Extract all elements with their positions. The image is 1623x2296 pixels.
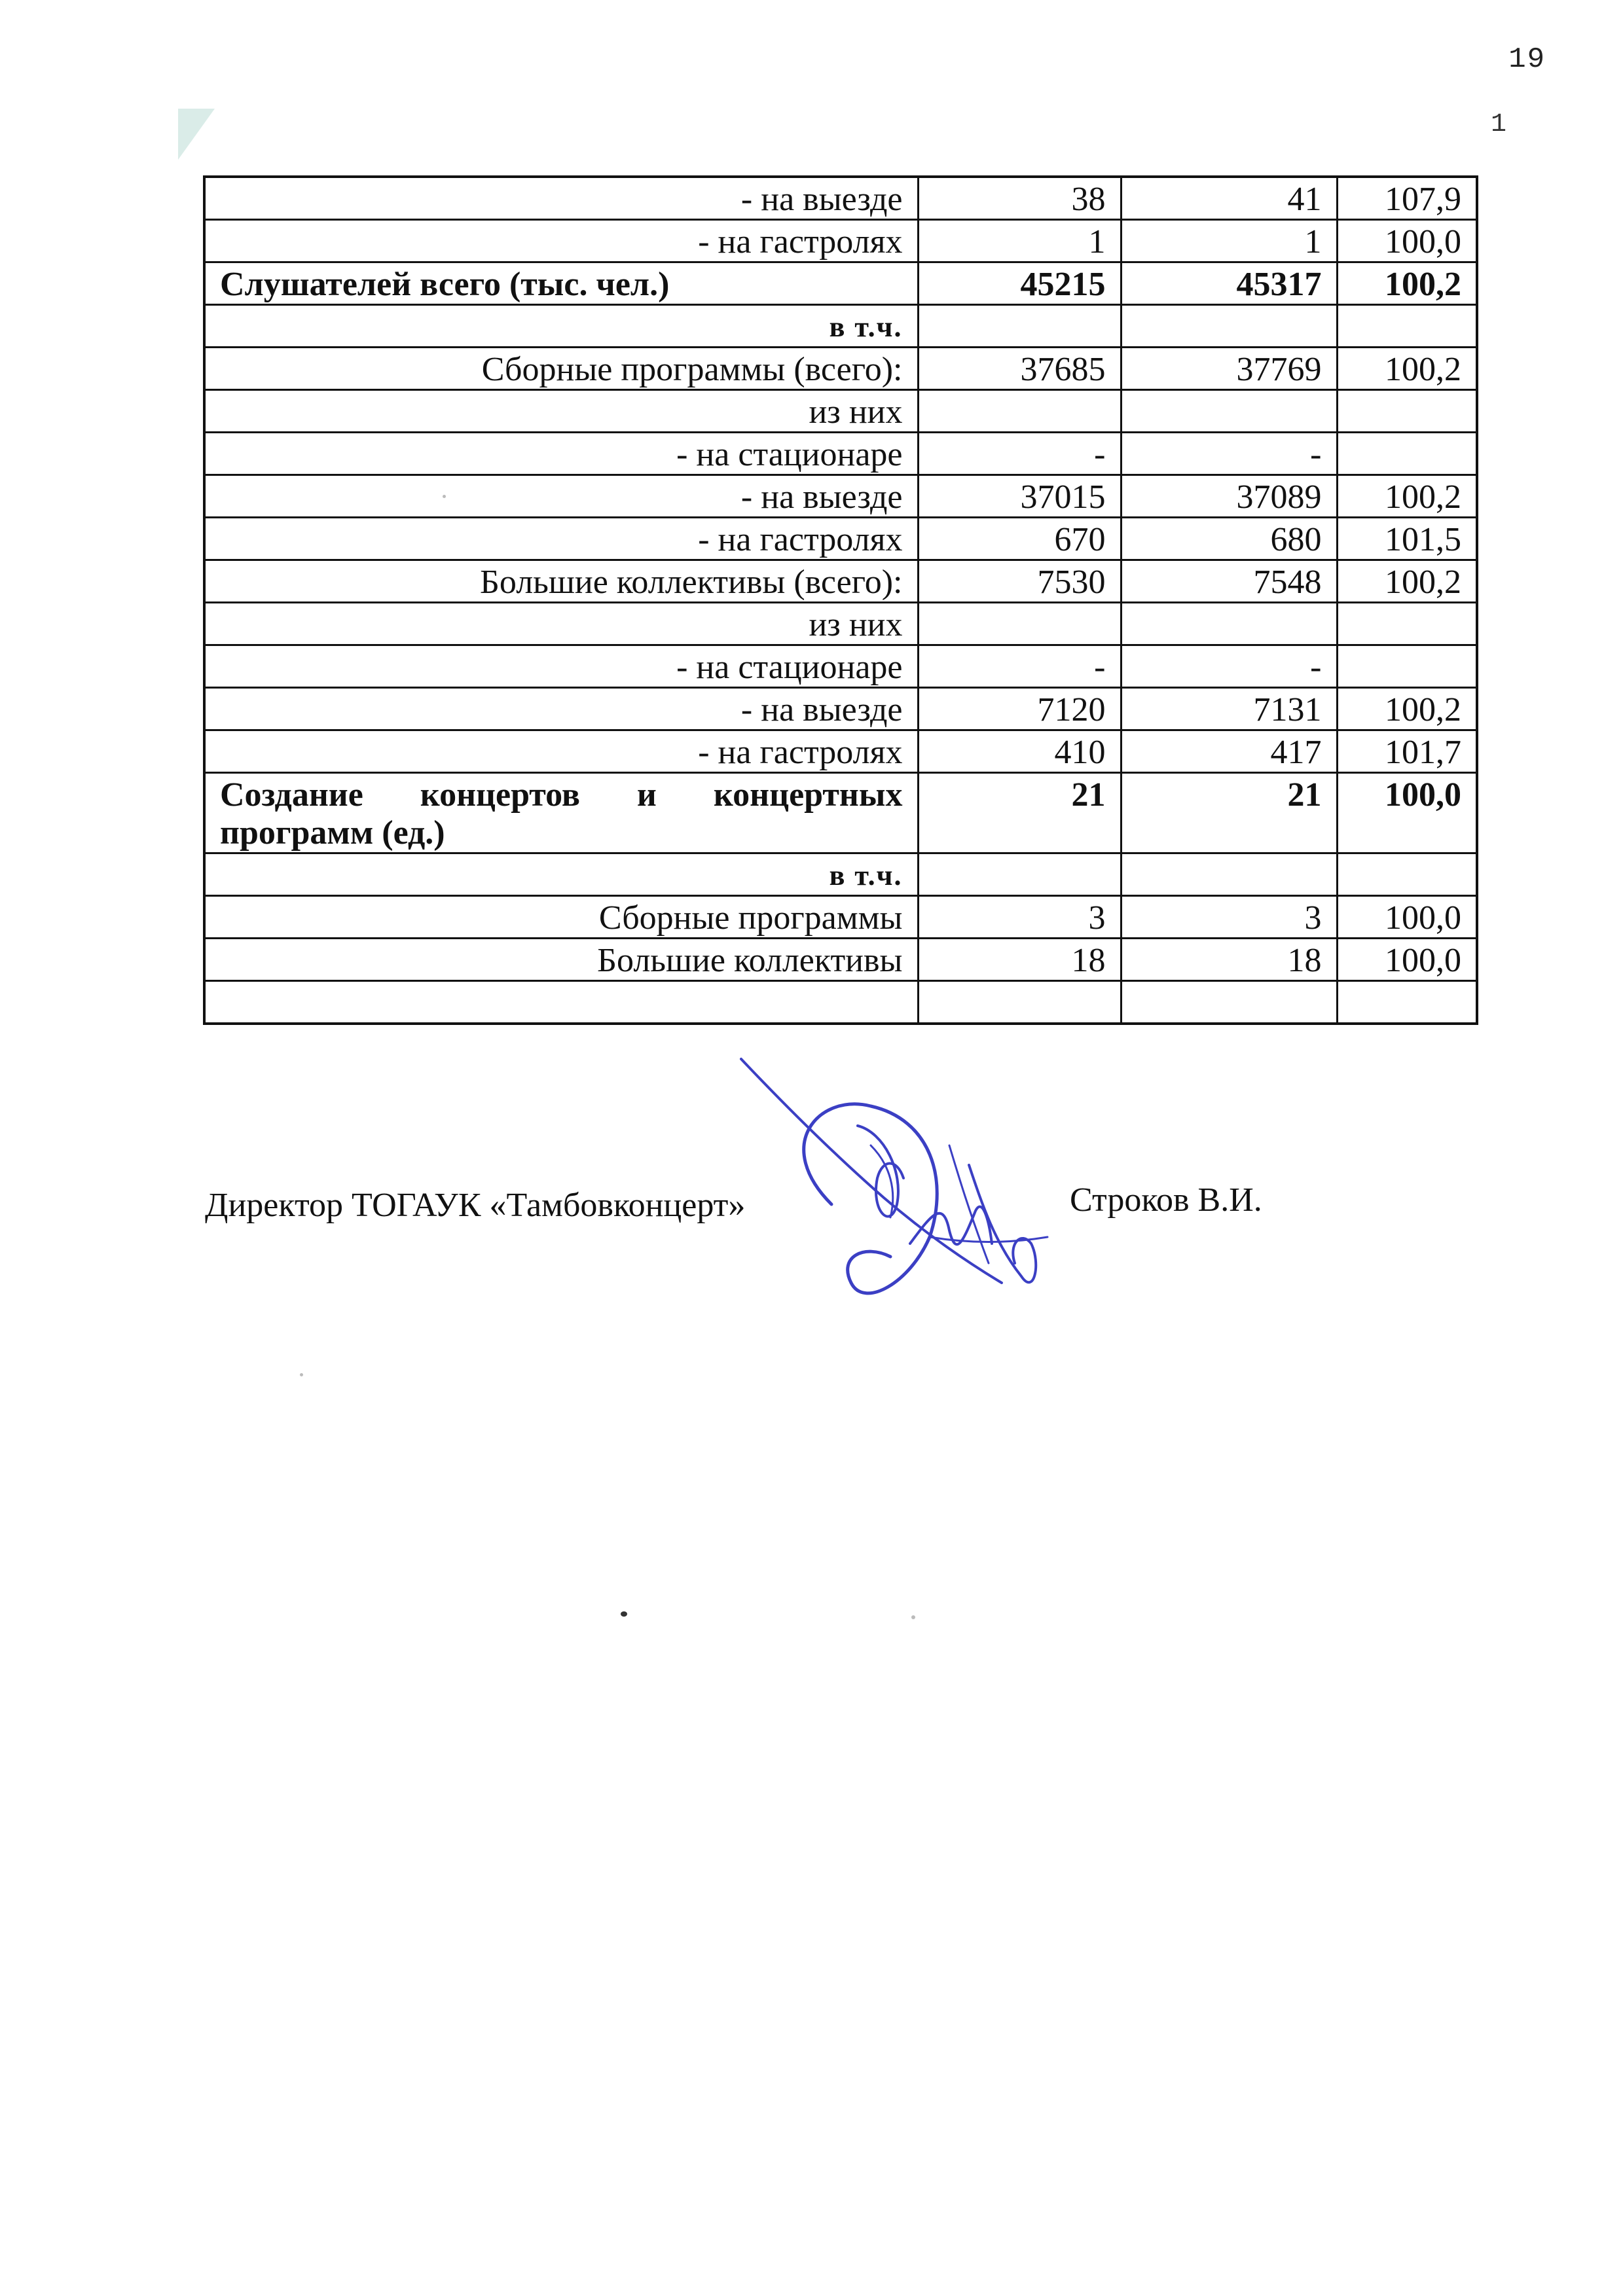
value-percent: 101,5 bbox=[1337, 518, 1477, 560]
table-row bbox=[204, 688, 1477, 730]
value-percent: 101,7 bbox=[1337, 730, 1477, 773]
scan-speck bbox=[911, 1615, 915, 1619]
value-current: - bbox=[1121, 645, 1337, 688]
value-current: 45317 bbox=[1121, 262, 1337, 305]
value-current: 37769 bbox=[1121, 348, 1337, 390]
value-percent bbox=[1337, 645, 1477, 688]
value-previous: 7120 bbox=[918, 688, 1121, 730]
value-current: 21 bbox=[1121, 773, 1337, 853]
row-label: Большие коллективы (всего): bbox=[204, 560, 918, 603]
value-percent: 100,2 bbox=[1337, 348, 1477, 390]
value-previous: 7530 bbox=[918, 560, 1121, 603]
value-previous bbox=[918, 981, 1121, 1024]
handwritten-signature bbox=[733, 1047, 1100, 1322]
value-percent: 107,9 bbox=[1337, 177, 1477, 220]
table-row bbox=[204, 390, 1477, 433]
page-number: 19 bbox=[1508, 43, 1546, 76]
signer-name: Строков В.И. bbox=[1070, 1181, 1262, 1219]
value-percent: 100,2 bbox=[1337, 688, 1477, 730]
value-current: 1 bbox=[1121, 220, 1337, 262]
table-row bbox=[204, 433, 1477, 475]
value-percent: 100,2 bbox=[1337, 262, 1477, 305]
value-current: 18 bbox=[1121, 939, 1337, 981]
value-previous: 3 bbox=[918, 896, 1121, 939]
row-label: - на стационаре bbox=[204, 645, 918, 688]
table-row bbox=[204, 896, 1477, 939]
table-row bbox=[204, 603, 1477, 645]
row-label bbox=[204, 981, 918, 1024]
table-row bbox=[204, 981, 1477, 1024]
table-row bbox=[204, 475, 1477, 518]
value-percent: 100,2 bbox=[1337, 475, 1477, 518]
table-row bbox=[204, 518, 1477, 560]
table-row bbox=[204, 645, 1477, 688]
row-label: - на стационаре bbox=[204, 433, 918, 475]
row-label: в т.ч. bbox=[204, 853, 918, 896]
value-current: 37089 bbox=[1121, 475, 1337, 518]
value-previous: - bbox=[918, 433, 1121, 475]
table-row bbox=[204, 773, 1477, 853]
row-label: Создание концертов и концертных программ (ед.) bbox=[204, 773, 918, 853]
value-previous bbox=[918, 853, 1121, 896]
row-label: Большие коллективы bbox=[204, 939, 918, 981]
value-percent bbox=[1337, 853, 1477, 896]
scan-speck bbox=[621, 1611, 627, 1617]
table-row bbox=[204, 305, 1477, 348]
row-label: в т.ч. bbox=[204, 305, 918, 348]
signatory-position: Директор ТОГАУК «Тамбовконцерт» bbox=[205, 1187, 746, 1224]
scan-speck bbox=[300, 1373, 303, 1376]
value-previous: 1 bbox=[918, 220, 1121, 262]
value-current bbox=[1121, 305, 1337, 348]
row-label: Сборные программы bbox=[204, 896, 918, 939]
table-row bbox=[204, 220, 1477, 262]
table-body bbox=[204, 177, 1477, 1024]
value-current: - bbox=[1121, 433, 1337, 475]
value-percent bbox=[1337, 981, 1477, 1024]
table-row bbox=[204, 348, 1477, 390]
value-previous: 410 bbox=[918, 730, 1121, 773]
value-current: 41 bbox=[1121, 177, 1337, 220]
row-label: - на выезде bbox=[204, 177, 918, 220]
value-current: 3 bbox=[1121, 896, 1337, 939]
value-previous bbox=[918, 390, 1121, 433]
table-row bbox=[204, 262, 1477, 305]
value-percent: 100,0 bbox=[1337, 220, 1477, 262]
row-label: - на гастролях bbox=[204, 730, 918, 773]
table-row bbox=[204, 730, 1477, 773]
row-label: - на выезде bbox=[204, 688, 918, 730]
table-row bbox=[204, 853, 1477, 896]
scan-speck bbox=[443, 495, 446, 498]
row-label: - на гастролях bbox=[204, 220, 918, 262]
table-row bbox=[204, 560, 1477, 603]
value-percent: 100,2 bbox=[1337, 560, 1477, 603]
row-label: - на гастролях bbox=[204, 518, 918, 560]
value-previous bbox=[918, 603, 1121, 645]
scan-artifact bbox=[178, 109, 215, 160]
value-percent: 100,0 bbox=[1337, 896, 1477, 939]
value-percent: 100,0 bbox=[1337, 773, 1477, 853]
row-label: из них bbox=[204, 603, 918, 645]
row-label: Сборные программы (всего): bbox=[204, 348, 918, 390]
value-current bbox=[1121, 603, 1337, 645]
value-previous: 670 bbox=[918, 518, 1121, 560]
value-current bbox=[1121, 853, 1337, 896]
row-label: Слушателей всего (тыс. чел.) bbox=[204, 262, 918, 305]
table-row bbox=[204, 939, 1477, 981]
value-current bbox=[1121, 981, 1337, 1024]
value-percent bbox=[1337, 433, 1477, 475]
value-previous: 37015 bbox=[918, 475, 1121, 518]
row-label: - на выезде bbox=[204, 475, 918, 518]
value-previous: 37685 bbox=[918, 348, 1121, 390]
value-previous: 38 bbox=[918, 177, 1121, 220]
corner-mark: 1 bbox=[1490, 110, 1506, 139]
value-percent: 100,0 bbox=[1337, 939, 1477, 981]
value-previous: 21 bbox=[918, 773, 1121, 853]
value-previous: 45215 bbox=[918, 262, 1121, 305]
table-row bbox=[204, 177, 1477, 220]
value-previous: 18 bbox=[918, 939, 1121, 981]
value-current: 7131 bbox=[1121, 688, 1337, 730]
value-current bbox=[1121, 390, 1337, 433]
value-previous bbox=[918, 305, 1121, 348]
value-current: 680 bbox=[1121, 518, 1337, 560]
value-percent bbox=[1337, 390, 1477, 433]
value-previous: - bbox=[918, 645, 1121, 688]
value-percent bbox=[1337, 603, 1477, 645]
value-current: 7548 bbox=[1121, 560, 1337, 603]
value-current: 417 bbox=[1121, 730, 1337, 773]
statistics-table bbox=[203, 175, 1478, 1025]
row-label: из них bbox=[204, 390, 918, 433]
value-percent bbox=[1337, 305, 1477, 348]
